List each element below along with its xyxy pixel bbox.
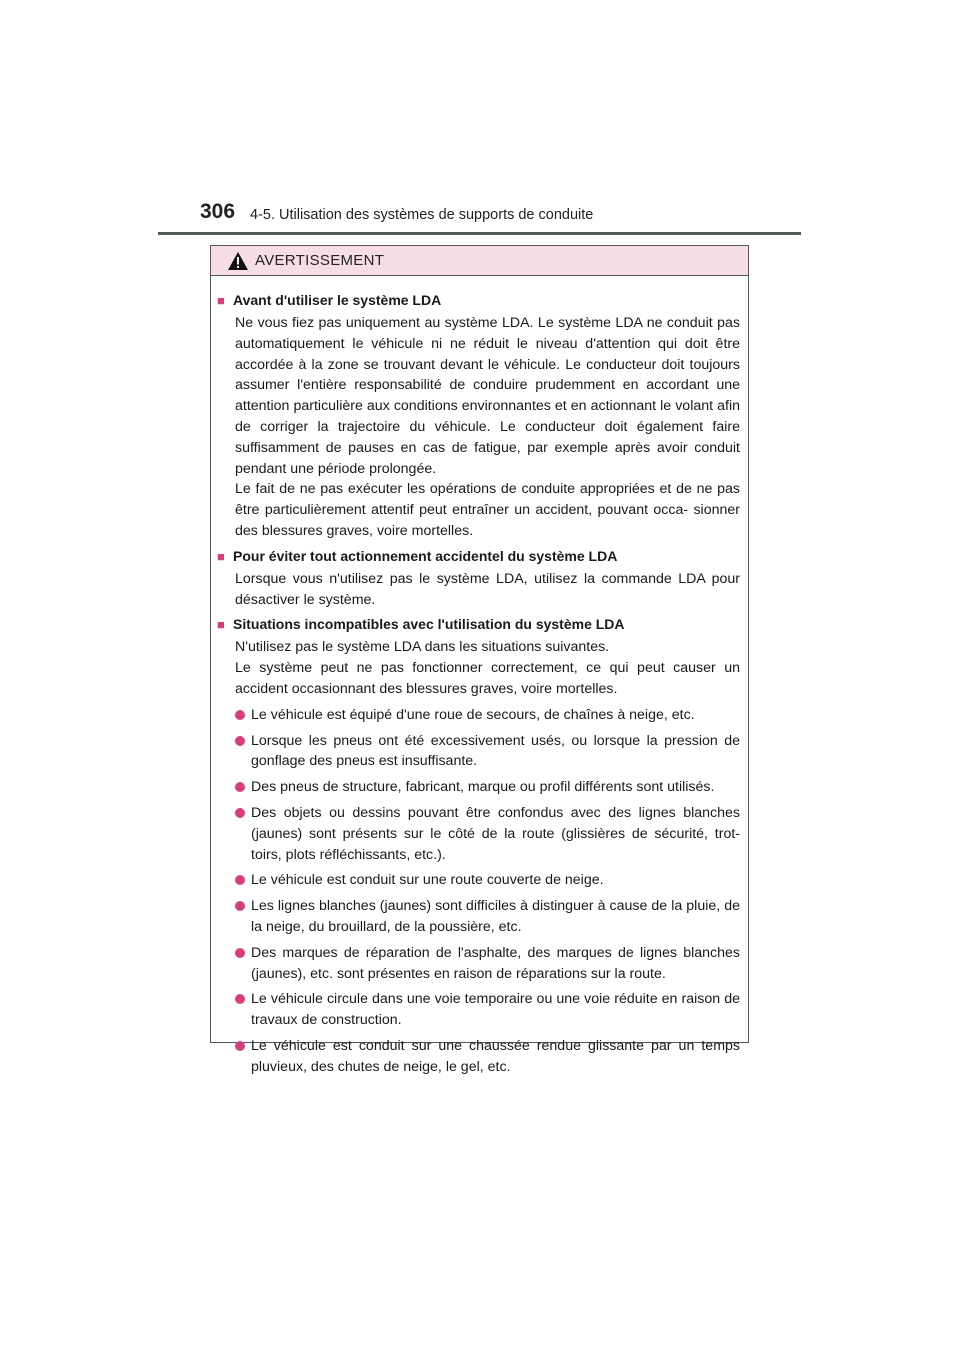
square-bullet-icon: ■ <box>217 293 225 308</box>
list-item-text: Le véhicule est conduit sur une route couverte de neige. <box>251 872 604 889</box>
warning-section <box>217 614 740 1077</box>
list-item-text: Des objets ou dessins pouvant être confondus avec des lignes blanches (jaunes) sont présents sur le côté de la route (glissières de sécurité, trot- toirs, plots réfléchissants, etc.). <box>251 804 740 863</box>
dot-bullet-icon <box>235 782 245 792</box>
section-heading-text: Avant d'utiliser le système LDA <box>233 292 442 308</box>
section-heading-text: Pour éviter tout actionnement accidentel du système LDA <box>233 547 618 564</box>
list-item <box>235 731 740 773</box>
paragraph: N'utilisez pas le système LDA dans les situations suivantes. <box>235 639 610 656</box>
warning-triangle-icon <box>227 251 249 271</box>
square-bullet-icon: ■ <box>217 548 225 564</box>
dot-bullet-icon <box>235 710 245 720</box>
warning-section <box>217 546 740 611</box>
square-bullet-icon: ■ <box>217 617 225 633</box>
list-item-text: Les lignes blanches (jaunes) sont difficiles à distinguer à cause de la pluie, de la neige, du brouillard, de la poussière, etc. <box>251 898 740 935</box>
warning-header <box>211 246 748 276</box>
paragraph: Le fait de ne pas exécuter les opérations de conduite appropriées et de ne pas être particulièrement attentif peut entraîner un accident, pouvant occa- sionner des blessures graves, voire mortelles. <box>235 481 740 539</box>
page-number: 306 <box>200 200 236 223</box>
list-item-text: Le véhicule est conduit sur une chaussée rendue glissante par un temps pluvieux, des chutes de neige, le gel, etc. <box>251 1037 740 1075</box>
bullet-list <box>235 705 740 1078</box>
section-heading <box>217 290 740 311</box>
dot-bullet-icon <box>235 875 245 885</box>
list-item-text: Le véhicule circule dans une voie temporaire ou une voie réduite en raison de travaux de construction. <box>251 991 740 1029</box>
section-title: 4-5. Utilisation des systèmes de supports de conduite <box>250 207 594 223</box>
dot-bullet-icon <box>235 808 245 818</box>
dot-bullet-icon <box>235 1041 245 1051</box>
section-heading <box>217 546 740 567</box>
dot-bullet-icon <box>235 901 245 911</box>
list-item <box>235 896 740 938</box>
dot-bullet-icon <box>235 994 245 1004</box>
dot-bullet-icon <box>235 948 245 958</box>
warning-section <box>217 290 740 542</box>
list-item <box>235 1036 740 1078</box>
warning-body <box>211 276 748 1078</box>
list-item-text: Le véhicule est équipé d'une roue de secours, de chaînes à neige, etc. <box>251 706 695 723</box>
warning-title: AVERTISSEMENT <box>255 252 385 269</box>
list-item <box>235 705 740 726</box>
dot-bullet-icon <box>235 736 245 746</box>
section-heading-text: Situations incompatibles avec l'utilisation du système LDA <box>233 616 625 633</box>
list-item <box>235 989 740 1031</box>
paragraph: Ne vous fiez pas uniquement au système LDA. Le système LDA ne conduit pas automatiquement le véhicule ni ne réduit le niveau d'attention qui doit être accordée à la zone se trouvant devant le véhicule. Le conducteur doit toujours assumer l'entière responsabilité de conduire prudemment en accordant une attention particulière aux conditions environnantes et en actionnant le volant afin de corriger la trajectoire du véhicule. Le conducteur doit également faire suffisamment de pauses en cas de fatigue, par exemple après avoir conduit pendant une période prolongée. <box>235 315 740 477</box>
list-item-text: Lorsque les pneus ont été excessivement usés, ou lorsque la pression de gonflage des pneus est insuffisante. <box>251 732 740 770</box>
list-item <box>235 870 740 891</box>
list-item <box>235 803 740 865</box>
section-heading <box>217 614 740 635</box>
header-rule <box>158 232 801 235</box>
list-item <box>235 943 740 985</box>
paragraph: Lorsque vous n'utilisez pas le système LDA, utilisez la commande LDA pour désactiver le système. <box>235 570 740 608</box>
paragraph: Le système peut ne pas fonctionner correctement, ce qui peut causer un accident occasionnant des blessures graves, voire mortelles. <box>235 660 740 697</box>
list-item-text: Des pneus de structure, fabricant, marque ou profil différents sont utilisés. <box>251 779 715 796</box>
list-item <box>235 777 740 798</box>
warning-box <box>210 245 749 1075</box>
list-item-text: Des marques de réparation de l'asphalte, des marques de lignes blanches (jaunes), etc. sont présentes en raison de réparations sur la route. <box>251 944 740 982</box>
